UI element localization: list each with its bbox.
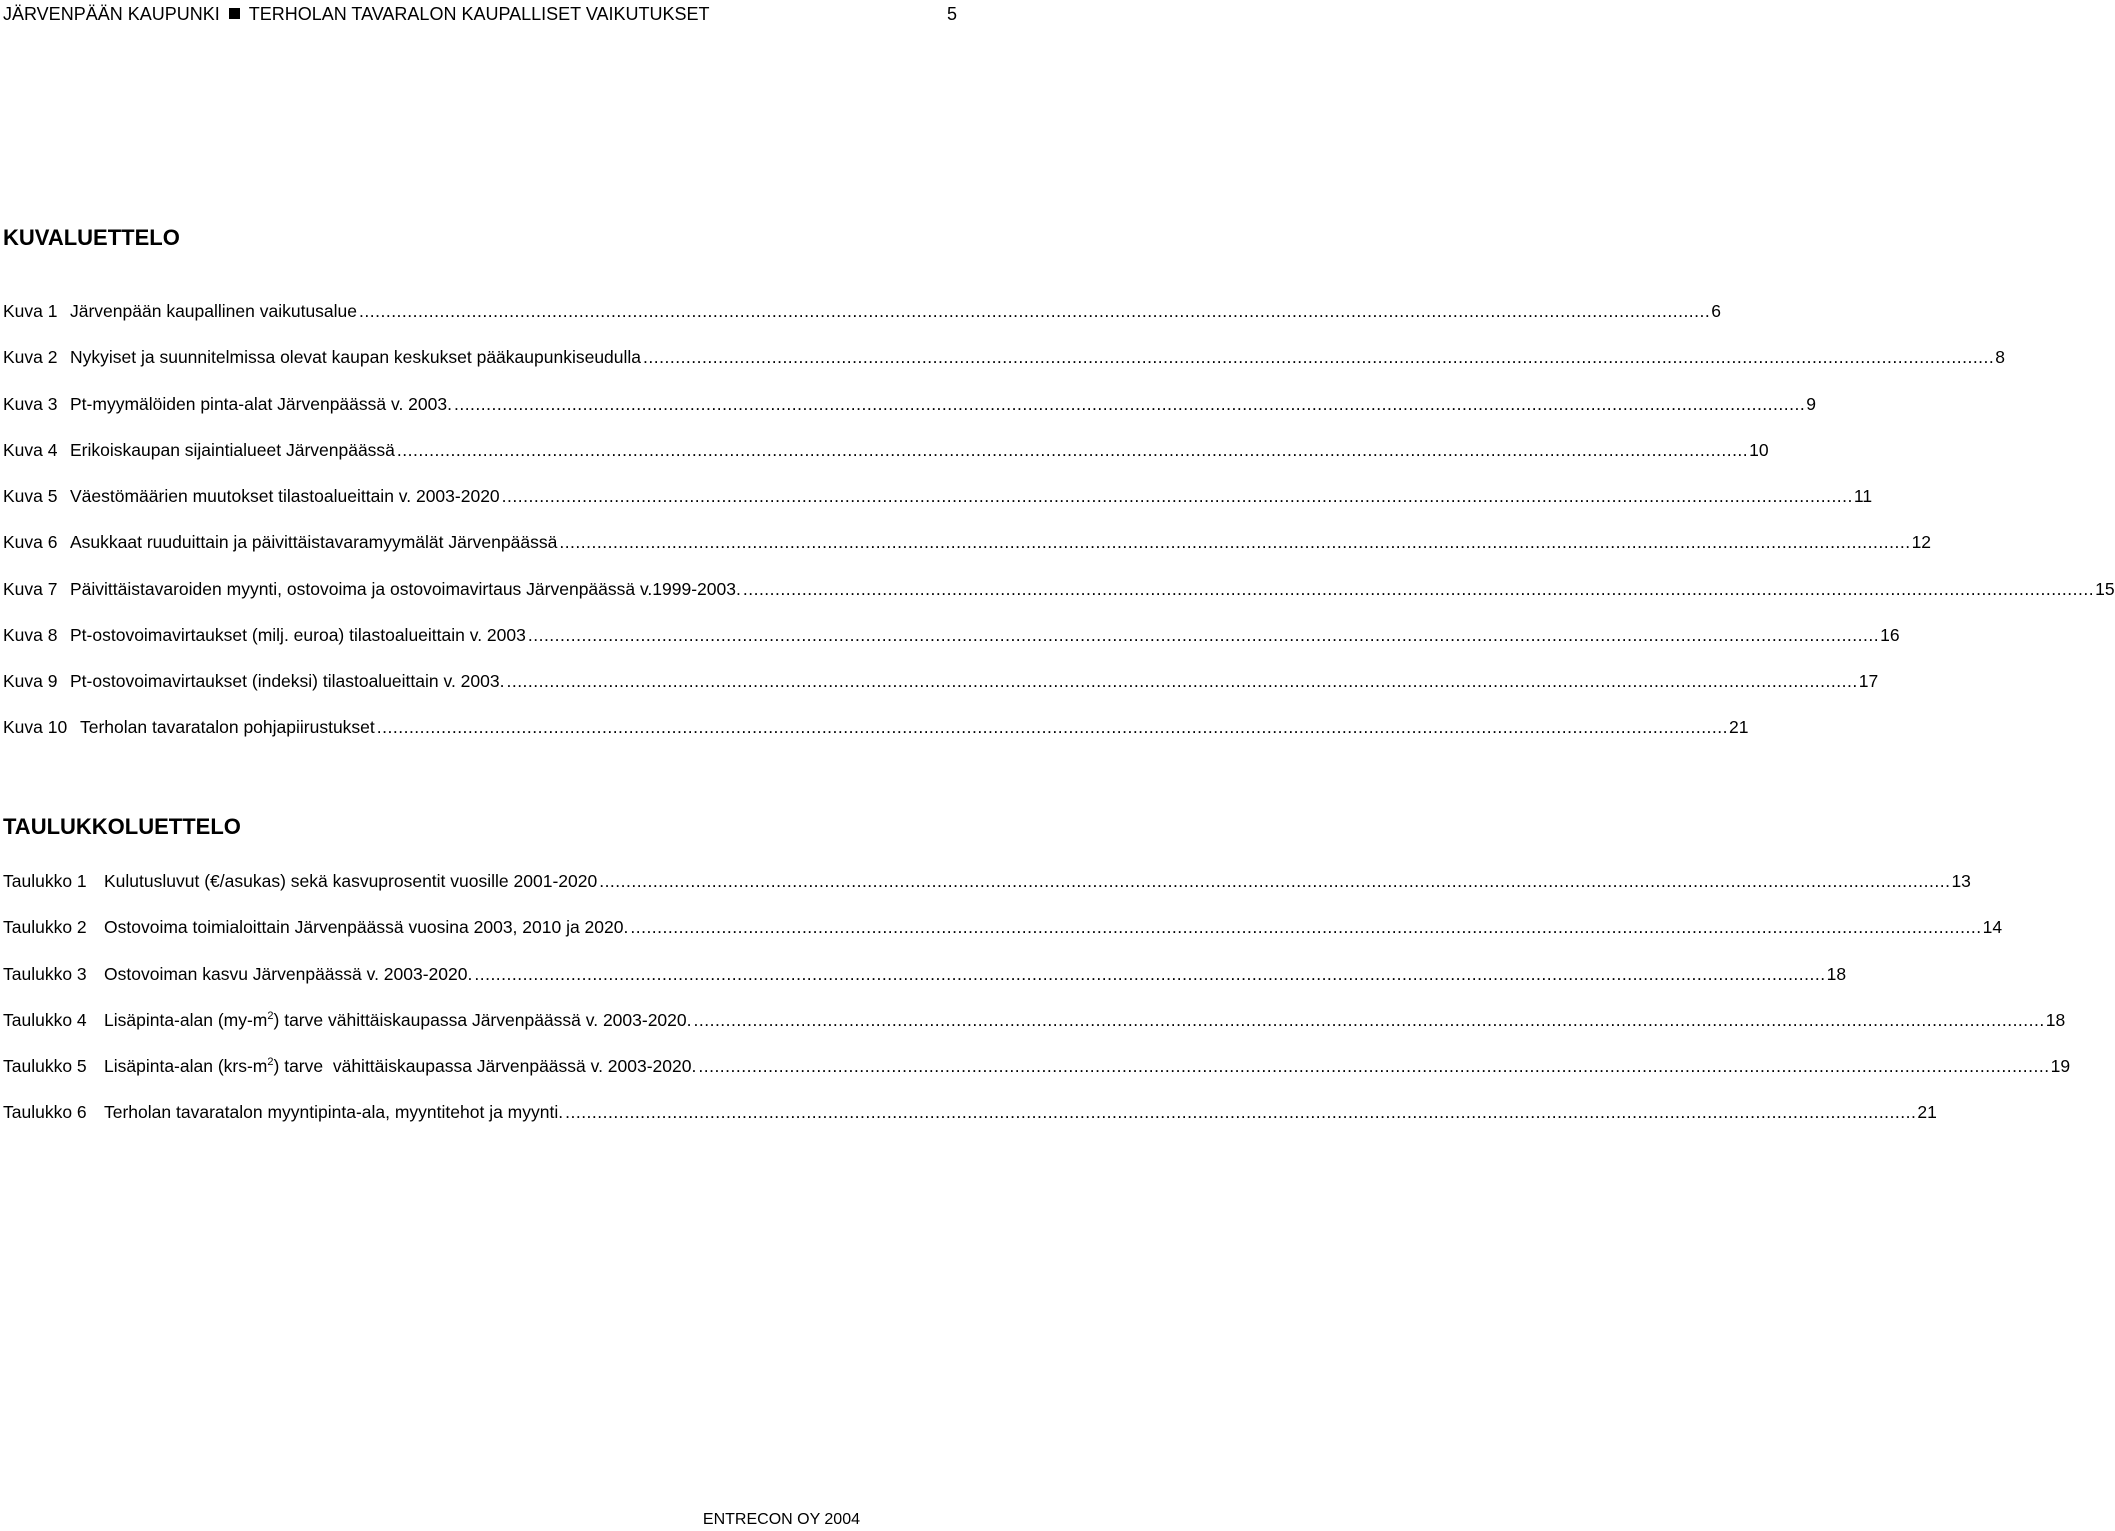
dot-leader (743, 576, 2094, 602)
dot-leader (599, 868, 1950, 894)
figure-page-number: 15 (2095, 578, 2115, 599)
table-title-text: ) tarve vähittäiskaupassa Järvenpäässä v. 2003-2020. (273, 1009, 692, 1030)
figure-title: Pt-myymälöiden pinta-alat Järvenpäässä v. 2003. (70, 391, 454, 417)
table-page-number: 13 (1951, 871, 1971, 891)
figure-list-entry[interactable] (3, 622, 1900, 668)
superscript: 2 (267, 1009, 274, 1022)
table-page-number: 21 (1917, 1102, 1937, 1123)
table-label: Taulukko 1 (3, 871, 87, 891)
figure-label: Kuva 1 (3, 301, 58, 321)
dot-leader (454, 391, 1805, 417)
figure-list-entry[interactable] (3, 576, 2115, 622)
table-title (104, 1053, 698, 1079)
table-page-number: 14 (1982, 917, 2003, 938)
figure-title: Terholan tavaratalon pohjapiirustukset (80, 714, 377, 740)
figure-title: Järvenpään kaupallinen vaikutusalue (70, 298, 359, 324)
dot-leader (643, 344, 1994, 370)
table-label: Taulukko 5 (3, 1056, 87, 1076)
figure-list-entry[interactable] (3, 437, 1769, 483)
figure-title: Päivittäistavaroiden myynti, ostovoima ja ostovoimavirtaus Järvenpäässä v.1999-2003. (70, 576, 743, 602)
figure-page-number: 8 (1995, 347, 2006, 368)
table-title: Kulutusluvut (€/asukas) sekä kasvuprosentit vuosille 2001-2020 (104, 868, 599, 894)
table-page-number: 19 (2050, 1056, 2071, 1076)
dot-leader (698, 1053, 2049, 1079)
table-title-text: Lisäpinta-alan (my-m (104, 1009, 268, 1030)
table-title-text: ) tarve vähittäiskaupassa Järvenpäässä v. 2003-2020. (273, 1056, 697, 1076)
figure-label: Kuva 10 (3, 717, 68, 738)
table-title-text: Lisäpinta-alan (krs-m (104, 1056, 268, 1076)
dot-leader (474, 961, 1825, 987)
table-label: Taulukko 4 (3, 1009, 87, 1030)
figure-page-number: 9 (1806, 393, 1816, 414)
square-bullet-icon (229, 8, 240, 19)
dot-leader (506, 668, 1857, 694)
figure-title: Asukkaat ruuduittain ja päivittäistavaramyymälät Järvenpäässä (70, 529, 559, 555)
figure-title: Väestömäärien muutokset tilastoalueittain v. 2003-2020 (70, 483, 502, 509)
figure-list-heading: KUVALUETTELO (3, 225, 180, 250)
header-document-title: TERHOLAN TAVARALON KAUPALLISET VAIKUTUKSET (248, 4, 710, 24)
dot-leader (359, 298, 1710, 324)
table-title: Terholan tavaratalon myyntipinta-ala, myyntitehot ja myynti. (104, 1099, 565, 1125)
dot-leader (397, 437, 1748, 463)
figure-page-number: 21 (1729, 717, 1749, 738)
figure-list-entry[interactable] (3, 298, 1721, 344)
dot-leader (565, 1099, 1916, 1125)
figure-label: Kuva 4 (3, 439, 58, 460)
figure-page-number: 12 (1911, 532, 1932, 553)
figure-list-entry[interactable] (3, 483, 1873, 529)
table-list-entry[interactable] (3, 1007, 2066, 1053)
figure-page-number: 17 (1858, 671, 1879, 691)
table-title: Ostovoiman kasvu Järvenpäässä v. 2003-2020. (104, 961, 474, 987)
page-header (0, 0, 960, 30)
table-page-number: 18 (1826, 963, 1847, 984)
dot-leader (528, 622, 1879, 648)
figure-title: Pt-ostovoimavirtaukset (indeksi) tilastoalueittain v. 2003. (70, 668, 506, 694)
dot-leader (694, 1007, 2045, 1033)
table-list-heading: TAULUKKOLUETTELO (3, 814, 241, 839)
figure-list-entry[interactable] (3, 668, 1879, 714)
table-title: Ostovoima toimialoittain Järvenpäässä vuosina 2003, 2010 ja 2020. (104, 914, 630, 940)
figure-label: Kuva 9 (3, 671, 58, 691)
figure-label: Kuva 6 (3, 532, 58, 553)
figure-title: Nykyiset ja suunnitelmissa olevat kaupan keskukset pääkaupunkiseudulla (70, 344, 643, 370)
figure-label: Kuva 7 (3, 578, 58, 599)
dot-leader (377, 714, 1728, 740)
dot-leader (502, 483, 1853, 509)
figure-label: Kuva 2 (3, 347, 58, 368)
figure-list (3, 298, 2115, 761)
figure-list-entry[interactable] (3, 344, 2006, 390)
header-page-number: 5 (946, 4, 957, 24)
figure-list-entry[interactable] (3, 391, 1816, 437)
table-list-entry[interactable] (3, 868, 1971, 914)
table-label: Taulukko 3 (3, 963, 87, 984)
figure-label: Kuva 8 (3, 624, 58, 645)
figure-page-number: 6 (1711, 301, 1721, 321)
table-list-entry[interactable] (3, 1053, 2071, 1099)
figure-page-number: 10 (1749, 439, 1769, 460)
table-title (104, 1007, 694, 1033)
figure-list-entry[interactable] (3, 714, 1749, 760)
dot-leader (559, 529, 1910, 555)
table-label: Taulukko 2 (3, 917, 87, 938)
header-organization: JÄRVENPÄÄN KAUPUNKI (3, 4, 220, 24)
figure-page-number: 16 (1880, 624, 1900, 645)
figure-label: Kuva 5 (3, 486, 58, 506)
superscript: 2 (267, 1056, 274, 1068)
table-page-number: 18 (2045, 1009, 2066, 1030)
table-list-entry[interactable] (3, 1099, 1937, 1145)
figure-label: Kuva 3 (3, 393, 58, 414)
dot-leader (630, 914, 1981, 940)
table-label: Taulukko 6 (3, 1102, 87, 1123)
figure-title: Pt-ostovoimavirtaukset (milj. euroa) tilastoalueittain v. 2003 (70, 622, 528, 648)
figure-title: Erikoiskaupan sijaintialueet Järvenpäässä (70, 437, 397, 463)
table-list-entry[interactable] (3, 914, 2003, 960)
table-list-entry[interactable] (3, 961, 1847, 1007)
header-text (3, 0, 710, 28)
page-footer: ENTRECON OY 2004 (702, 1511, 860, 1528)
figure-list-entry[interactable] (3, 529, 1932, 575)
figure-page-number: 11 (1853, 486, 1873, 506)
table-list (3, 868, 2071, 1146)
